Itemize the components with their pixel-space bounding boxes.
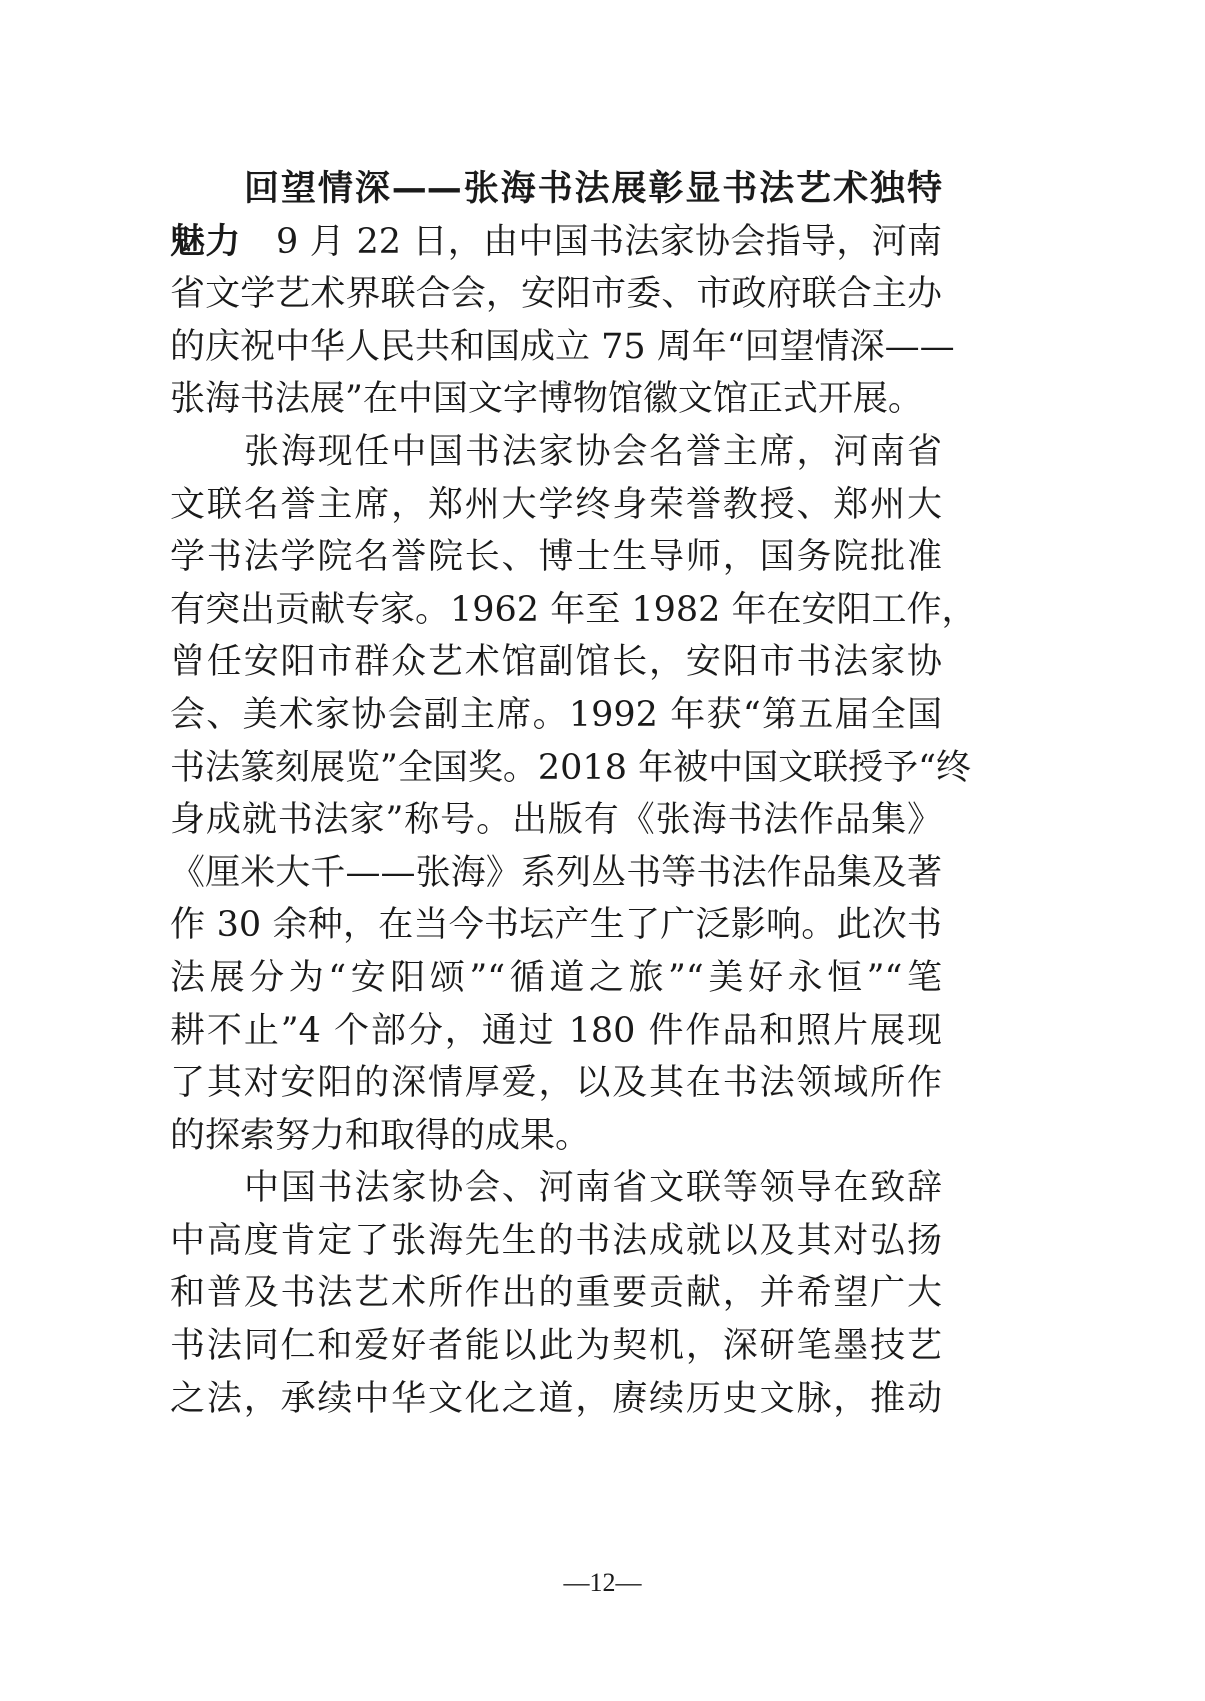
article-heading-tail: 魅力 — [170, 221, 241, 262]
paragraph-1-line-4: 张海书法展”在中国文字博物馆徽文馆正式开展。 — [170, 379, 923, 420]
article-heading-text: 回望情深——张海书法展彰显书法艺术独特 — [244, 169, 942, 209]
paragraph-2-line-14: 的探索努力和取得的成果。 — [170, 1115, 591, 1156]
paragraph-2-line-1: 张海现任中国书法家协会名誉主席，河南省 — [244, 431, 942, 472]
paragraph-2-line-6: 会、美术家协会副主席。1992 年获“第五届全国 — [170, 694, 942, 735]
paragraph-2-line-13: 了其对安阳的深情厚爱，以及其在书法领域所作 — [170, 1063, 942, 1104]
paragraph-1-line-2: 省文学艺术界联合会，安阳市委、市政府联合主办 — [170, 274, 942, 315]
paragraph-2-line-7: 书法篆刻展览”全国奖。2018 年被中国文联授予“终 — [170, 747, 971, 788]
paragraph-3-line-5: 之法，承续中华文化之道，赓续历史文脉，推动 — [170, 1378, 942, 1419]
article-heading-line-1 — [170, 163, 942, 216]
paragraph-2-line-3: 学书法学院名誉院长、博士生导师，国务院批准 — [170, 537, 942, 578]
paragraph-2-line-2: 文联名誉主席，郑州大学终身荣誉教授、郑州大 — [170, 484, 942, 525]
paragraph-text: 9 月 22 日，由中国书法家协会指导，河南 — [240, 221, 942, 262]
paragraph-2-line-5: 曾任安阳市群众艺术馆副馆长，安阳市书法家协 — [170, 642, 942, 683]
article-body — [170, 163, 977, 1425]
paragraph-3-line-3: 和普及书法艺术所作出的重要贡献，并希望广大 — [170, 1273, 942, 1314]
paragraph-2-line-4: 有突出贡献专家。1962 年至 1982 年在安阳工作， — [170, 589, 977, 630]
paragraph-2-line-10: 作 30 余种，在当今书坛产生了广泛影响。此次书 — [170, 905, 942, 946]
paragraph-3-line-1: 中国书法家协会、河南省文联等领导在致辞 — [244, 1168, 942, 1209]
paragraph-2-line-9: 《厘米大千——张海》系列丛书等书法作品集及著 — [170, 852, 942, 893]
paragraph-1-line-1 — [170, 216, 942, 269]
paragraph-2-line-12: 耕不止”4 个部分，通过 180 件作品和照片展现 — [170, 1010, 942, 1051]
page-number: —12— — [563, 1568, 642, 1597]
paragraph-3-line-2: 中高度肯定了张海先生的书法成就以及其对弘扬 — [170, 1220, 942, 1261]
paragraph-2-line-11: 法展分为“安阳颂”“循道之旅”“美好永恒”“笔 — [170, 957, 942, 998]
paragraph-3-line-4: 书法同仁和爱好者能以此为契机，深研笔墨技艺 — [170, 1326, 942, 1367]
paragraph-1-line-3: 的庆祝中华人民共和国成立 75 周年“回望情深—— — [170, 326, 955, 367]
paragraph-2-line-8: 身成就书法家”称号。出版有《张海书法作品集》 — [170, 800, 942, 841]
